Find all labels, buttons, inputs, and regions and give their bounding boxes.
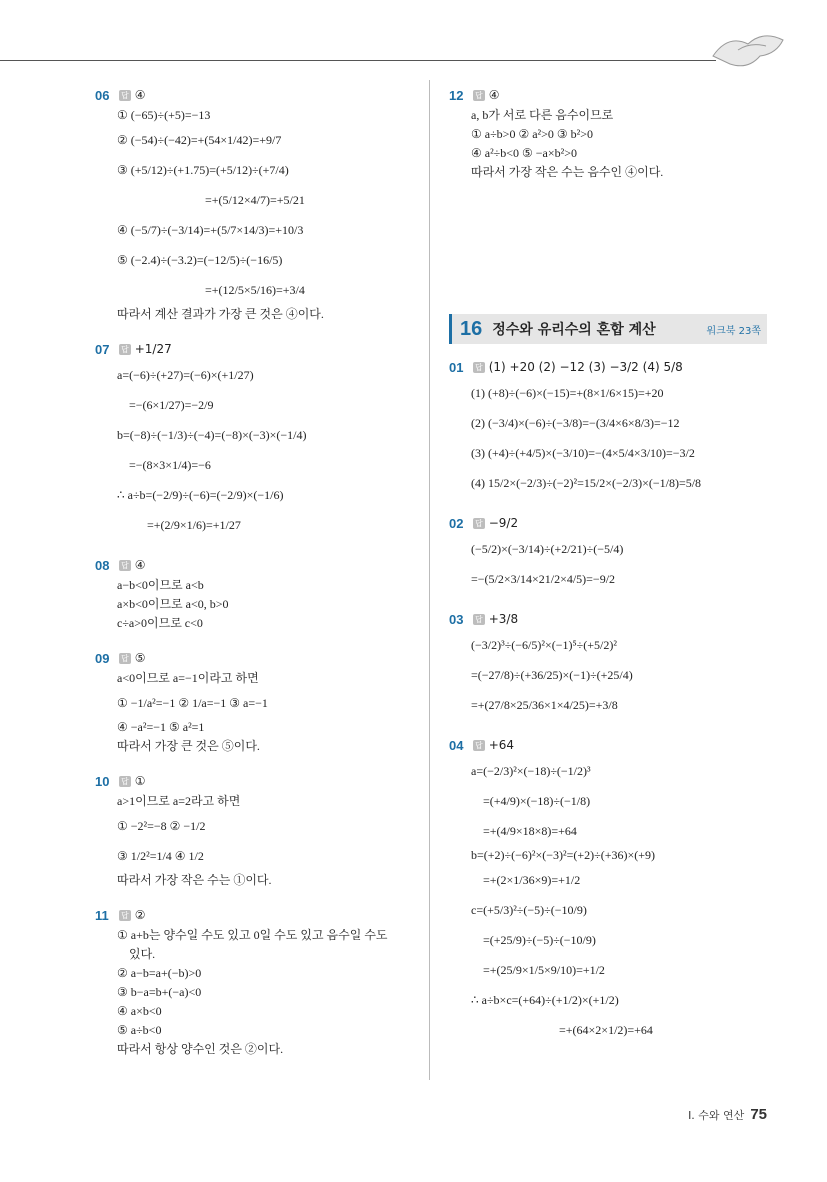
solution-line: =+(5/12×4/7)=+5/21 <box>205 193 305 207</box>
solution-line: ③ b−a=b+(−a)<0 <box>117 985 202 999</box>
problem-answer: +64 <box>488 738 515 752</box>
solution-line: ① −1/a²=−1 ② 1/a=−1 ③ a=−1 <box>117 696 268 710</box>
problem-number: 01 <box>449 359 464 375</box>
header-rule <box>0 60 716 61</box>
problem-number: 06 <box>95 87 110 103</box>
solution-line: ∴ a÷b=(−2/9)÷(−6)=(−2/9)×(−1/6) <box>117 488 284 502</box>
solution-line: ⑤ a÷b<0 <box>117 1023 162 1037</box>
workbook-reference: 워크북 23쪽 <box>706 325 761 337</box>
answer-badge-icon: 답 <box>121 344 129 354</box>
problem-12 <box>449 84 809 182</box>
solution-line: c=(+5/3)²÷(−5)÷(−10/9) <box>471 903 587 917</box>
solution-line: =−(6×1/27)=−2/9 <box>129 398 214 412</box>
solution-line: 따라서 가장 큰 것은 ⑤이다. <box>117 739 260 753</box>
problem-answer: ② <box>134 908 146 922</box>
solution-line: (−5/2)×(−3/14)÷(+2/21)÷(−5/4) <box>471 542 624 556</box>
answer-badge-icon: 답 <box>475 740 483 750</box>
page-footer <box>688 1106 767 1123</box>
problem-answer: −9/2 <box>488 516 519 530</box>
chapter-label: I. 수와 연산 <box>688 1109 745 1122</box>
problem-answer: +3/8 <box>488 612 519 626</box>
answer-badge-icon: 답 <box>475 362 483 372</box>
solution-line: a<0이므로 a=−1이라고 하면 <box>117 671 259 685</box>
problem-07 <box>95 338 415 540</box>
problem-09 <box>95 647 415 756</box>
problem-answer: ④ <box>488 88 500 102</box>
problem-04 <box>449 734 809 1045</box>
solution-line: c÷a>0이므로 c<0 <box>117 616 203 630</box>
solution-line: ④ a²÷b<0 ⑤ −a×b²>0 <box>471 146 578 160</box>
solution-line: =+(27/8×25/36×1×4/25)=+3/8 <box>471 698 618 712</box>
solution-line: ③ 1/2²=1/4 ④ 1/2 <box>117 849 204 863</box>
solution-line: ③ (+5/12)÷(+1.75)=(+5/12)÷(+7/4) <box>117 163 289 177</box>
answer-badge-icon: 답 <box>475 90 483 100</box>
problem-answer: ① <box>134 774 146 788</box>
solution-line: =−(8×3×1/4)=−6 <box>129 458 211 472</box>
solution-line: ① a÷b>0 ② a²>0 ③ b²>0 <box>471 127 594 141</box>
problem-number: 02 <box>449 515 464 531</box>
problem-number: 12 <box>449 87 464 103</box>
solution-line: 따라서 항상 양수인 것은 ②이다. <box>117 1042 284 1056</box>
solution-line: =+(4/9×18×8)=+64 <box>483 824 577 838</box>
answer-badge-icon: 답 <box>121 653 129 663</box>
solution-line: a=(−2/3)²×(−18)÷(−1/2)³ <box>471 764 591 778</box>
solution-line: 따라서 계산 결과가 가장 큰 것은 ④이다. <box>117 307 324 321</box>
solution-line: =(+4/9)×(−18)÷(−1/8) <box>483 794 591 808</box>
solution-line: =−(5/2×3/14×21/2×4/5)=−9/2 <box>471 572 616 586</box>
problem-01 <box>449 356 809 498</box>
problem-number: 09 <box>95 650 110 666</box>
problem-number: 11 <box>95 907 109 923</box>
solution-line: a, b가 서로 다른 음수이므로 <box>471 108 614 122</box>
section-header <box>449 314 767 344</box>
solution-line: (−3/2)³÷(−6/5)²×(−1)⁵÷(+5/2)² <box>471 638 617 652</box>
solution-line: ⑤ (−2.4)÷(−3.2)=(−12/5)÷(−16/5) <box>117 253 283 267</box>
solution-line: a=(−6)÷(+27)=(−6)×(+1/27) <box>117 368 254 382</box>
column-divider <box>429 80 430 1080</box>
solution-line: =(−27/8)÷(+36/25)×(−1)÷(+25/4) <box>471 668 633 682</box>
solution-line: ① a+b는 양수일 수도 있고 0일 수도 있고 음수일 수도 <box>117 928 388 942</box>
section-number: 16 <box>460 317 483 340</box>
solution-line: b=(+2)÷(−6)²×(−3)²=(+2)÷(+36)×(+9) <box>471 848 655 862</box>
left-column <box>95 84 415 1073</box>
problem-answer: ⑤ <box>134 651 146 665</box>
problem-08 <box>95 554 415 633</box>
solution-line: ② a−b=a+(−b)>0 <box>117 966 202 980</box>
problem-answer: (1) +20 (2) −12 (3) −3/2 (4) 5/8 <box>488 360 683 374</box>
page-number: 75 <box>750 1106 767 1123</box>
solution-line: 따라서 가장 작은 수는 음수인 ④이다. <box>471 165 664 179</box>
solution-line: =+(2/9×1/6)=+1/27 <box>147 518 241 532</box>
solution-line: 있다. <box>129 947 156 961</box>
header-decoration-icon <box>708 26 788 72</box>
section-title: 정수와 유리수의 혼합 계산 <box>492 322 656 338</box>
problem-number: 10 <box>95 773 110 789</box>
solution-line: ∴ a÷b×c=(+64)÷(+1/2)×(+1/2) <box>471 993 619 1007</box>
solution-line: =+(25/9×1/5×9/10)=+1/2 <box>483 963 605 977</box>
solution-line: (4) 15/2×(−2/3)÷(−2)²=15/2×(−2/3)×(−1/8)=5/8 <box>471 476 702 490</box>
problem-02 <box>449 512 809 594</box>
answer-badge-icon: 답 <box>475 518 483 528</box>
problem-03 <box>449 608 809 720</box>
right-column-bottom <box>449 356 809 1059</box>
problem-11 <box>95 904 415 1059</box>
problem-answer: ④ <box>134 558 146 572</box>
answer-badge-icon: 답 <box>121 910 129 920</box>
problem-06 <box>95 84 415 324</box>
solution-line: =+(2×1/36×9)=+1/2 <box>483 873 581 887</box>
solution-line: =+(12/5×5/16)=+3/4 <box>205 283 305 297</box>
solution-line: ① (−65)÷(+5)=−13 <box>117 108 211 122</box>
solution-line: ④ a×b<0 <box>117 1004 162 1018</box>
answer-badge-icon: 답 <box>121 560 129 570</box>
answer-badge-icon: 답 <box>121 776 129 786</box>
solution-line: =+(64×2×1/2)=+64 <box>559 1023 653 1037</box>
solution-line: ④ (−5/7)÷(−3/14)=+(5/7×14/3)=+10/3 <box>117 223 304 237</box>
problem-answer: ④ <box>134 88 146 102</box>
problem-10 <box>95 770 415 890</box>
solution-line: a>1이므로 a=2라고 하면 <box>117 794 241 808</box>
solution-line: =(+25/9)÷(−5)÷(−10/9) <box>483 933 596 947</box>
solution-line: ④ −a²=−1 ⑤ a²=1 <box>117 720 205 734</box>
solution-line: (3) (+4)÷(+4/5)×(−3/10)=−(4×5/4×3/10)=−3/2 <box>471 446 695 460</box>
right-column-top <box>449 84 809 196</box>
solution-line: a−b<0이므로 a<b <box>117 578 204 592</box>
problem-number: 07 <box>95 341 110 357</box>
solution-line: (2) (−3/4)×(−6)÷(−3/8)=−(3/4×6×8/3)=−12 <box>471 416 680 430</box>
problem-answer: +1/27 <box>134 342 172 356</box>
answer-badge-icon: 답 <box>475 614 483 624</box>
solution-line: 따라서 가장 작은 수는 ①이다. <box>117 873 272 887</box>
answer-badge-icon: 답 <box>121 90 129 100</box>
solution-line: ① −2²=−8 ② −1/2 <box>117 819 206 833</box>
problem-number: 03 <box>449 611 464 627</box>
solution-line: ② (−54)÷(−42)=+(54×1/42)=+9/7 <box>117 133 282 147</box>
solution-line: a×b<0이므로 a<0, b>0 <box>117 597 229 611</box>
problem-number: 08 <box>95 557 110 573</box>
problem-number: 04 <box>449 737 464 753</box>
solution-line: b=(−8)÷(−1/3)÷(−4)=(−8)×(−3)×(−1/4) <box>117 428 307 442</box>
solution-line: (1) (+8)÷(−6)×(−15)=+(8×1/6×15)=+20 <box>471 386 664 400</box>
